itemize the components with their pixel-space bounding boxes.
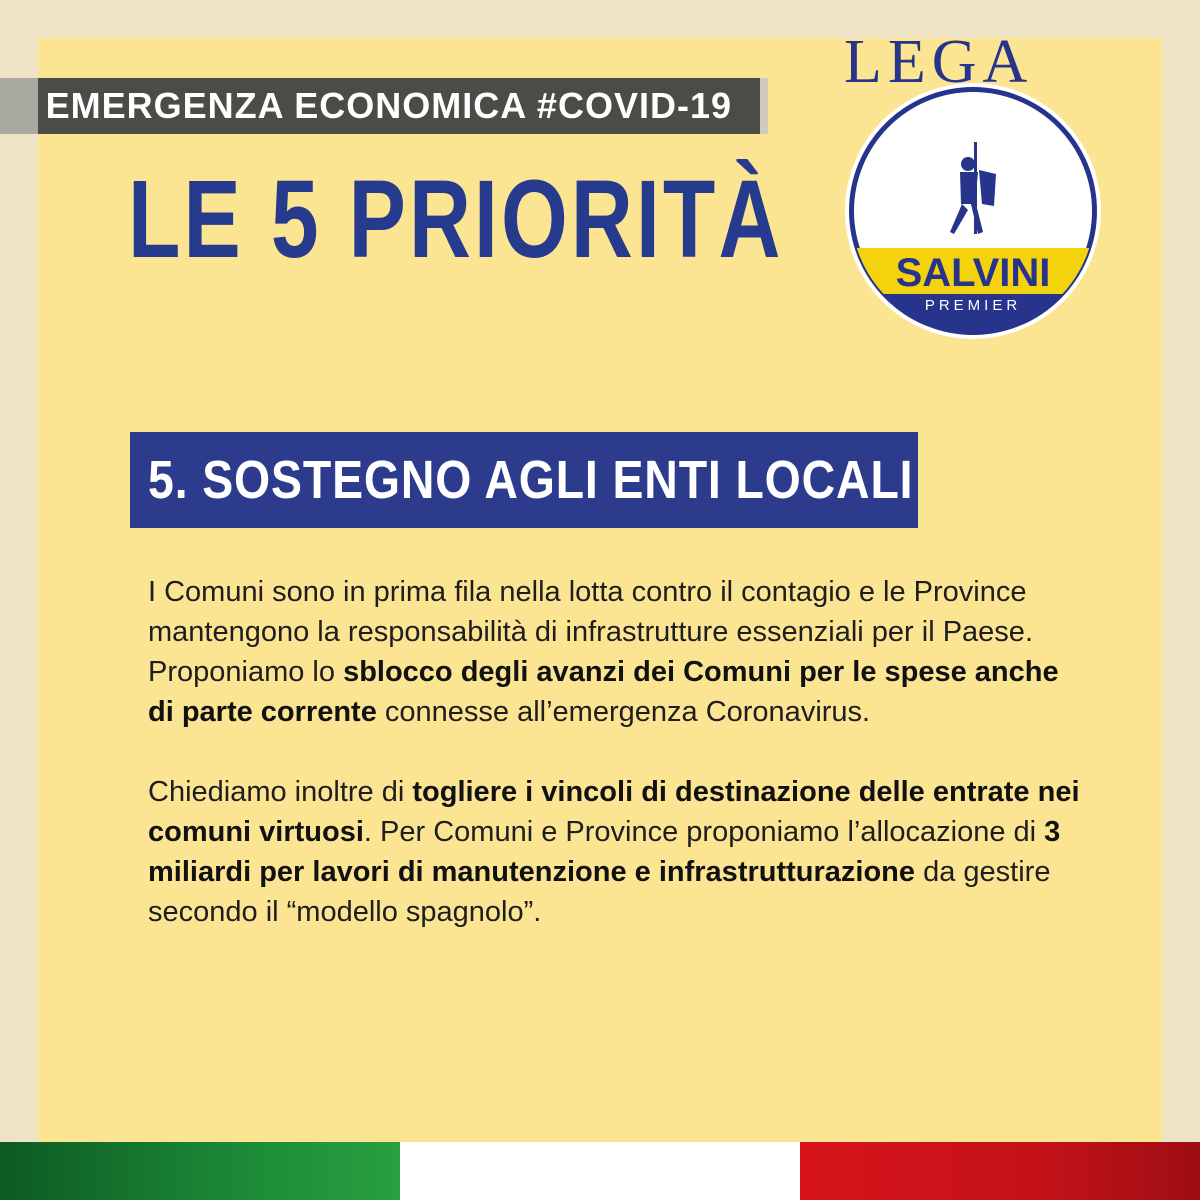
banner-edge <box>760 78 768 134</box>
flag-green <box>0 1142 400 1200</box>
p2-text-c: connesse all’emergenza Coronavirus. <box>376 696 871 728</box>
lega-logo <box>844 28 1102 340</box>
p3-bold-2: 3 miliardi per lavori di manutenzione e infrastrutturazione <box>148 816 1061 888</box>
flag-red <box>800 1142 1200 1200</box>
paragraph-3 <box>148 772 1088 932</box>
flag-white <box>400 1142 800 1200</box>
p2-text-a: Proponiamo lo <box>148 656 344 688</box>
italian-flag-stripe <box>0 1142 1200 1200</box>
logo-band: SALVINI <box>895 251 1051 295</box>
section-heading-text: 5. SOSTEGNO AGLI ENTI LOCALI <box>148 450 914 510</box>
logo-sub: PREMIER <box>924 297 1022 314</box>
header-banner: EMERGENZA ECONOMICA #COVID-19 <box>38 78 760 134</box>
banner-shadow <box>0 78 38 134</box>
p3-text-e: da gestire secondo il “modello spagnolo”. <box>148 856 1051 928</box>
p2-bold: sblocco degli avanzi dei Comuni per le spese anche di parte corrente <box>148 656 1059 728</box>
p3-text-c: . Per Comuni e Province proponiamo l’allocazione di <box>363 816 1045 848</box>
section-heading <box>130 432 918 528</box>
paragraph-2 <box>148 652 1088 732</box>
logo-word: LEGA <box>844 28 1034 96</box>
page-title: LE 5 PRIORITÀ <box>128 158 784 281</box>
body-text <box>148 572 1088 932</box>
p3-text-a: Chiediamo inoltre di <box>148 776 413 808</box>
paragraph-1: I Comuni sono in prima fila nella lotta contro il contagio e le Province mantengono la responsabilità di infrastrutture essenziali per il Paese. <box>148 576 1033 648</box>
p3-bold-1: togliere i vincoli di destinazione delle entrate nei comuni virtuosi <box>148 776 1080 848</box>
